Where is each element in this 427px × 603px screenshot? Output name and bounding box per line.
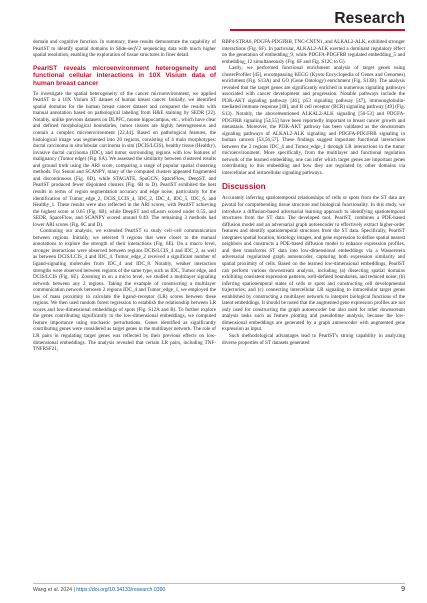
- right-column: [222, 39, 405, 346]
- left-paragraph-1: To investigate the spatial heterogeneity of the cancer microenvironment, we applied PearlST to a 10X Visium ST dataset of human breast cancer. Initially, we identified spatial domains for the human breast cancer dataset and compared the results with manual annotation based on pathological labeling from H&E staining by SEDR [22]. Notably, unlike previous datasets on DLPFC, mouse hippocampus, etc., which have clear and defined morphological boundaries, tumor tissues are highly heterogeneous and contain a complex microenvironment [22,44]. Based on pathological features, the histological image was segmented into 20 regions, consisting of 4 main morphotypes: ductal carcinoma in situ/lobular carcinoma in situ (DCIS/LCIS), healthy tissue (Healthy), invasive ductal carcinoma (IDC), and tumor surrounding regions with low features of malignancy (Tumor edge) (Fig. 6A). We assessed the similarity between clustered results and ground truth using the ARI score, comparing a range of popular spatial clustering methods. For Seurat and SCANPY, many of the computed clusters appeared fragmented and discontinuous (Fig. 6D), while STAGATE, SpaGCN, SpaceFlow, DeepST, and PearlST produced fewer disjointed clusters (Fig. 6B to D). PearlST exhibited the best results in terms of region segmentation accuracy and edge noise, particularly for the identification of Tumor_edge_2, DCIS_LCIS_4, IDC_2, IDC_4, IDC_5, IDC_6, and Healthy_1. These results were also reflected in the ARI scores, with PearlST achieving the highest score at 0.65 (Fig. 6B), while DeepST and stLearn scored under 0.55, and SEDR, SpaceFlow, and SCANPY scored around 0.49. The remaining 3 methods had lower ARI scores (Fig. 6C and D).: [33, 90, 216, 228]
- citation-text: Wang et al. 2024 |: [33, 587, 77, 593]
- page-number: 9: [401, 586, 405, 593]
- doi-link[interactable]: https://doi.org/10.34133/research.0390: [76, 587, 166, 593]
- right-paragraph-3: Such methodological advantages lead to PearlST's strong capability in analyzing diverse properties of ST datasets generated: [222, 332, 405, 346]
- left-paragraph-0: domain and cognitive function. In summary, these results demonstrate the capability of PearlST to identify spatial domains in Slide-seqV2 sequencing data with much higher spatial resolution, enabling the exploration of tissue structures in finer detail.: [33, 39, 216, 59]
- left-paragraph-2: Continuing our analysis, we extended PearlST to study cell–cell communication between regions. Initially, we selected 9 regions that were closer to the manual annotations to explore the strength of their interactions (Fig. 6E). On a macro level, stronger interactions were observed between regions DCIS/LCIS_4 and IDC_2, as well as between DCIS/LCIS_4 and IDC_4. Tumor_edge_2 received a significant number of ligand-signaling molecules from IDC_4 and IDC_8. Notably, weaker interaction strengths were observed between regions of the same type, such as IDC, Tumor edge, and DCIS/LCIS (Fig. 6E). Zooming in on a micro level, we studied a multilayer signaling network between any 2 regions. Taking the example of constructing a multilayer communication network between 2 regions IDC_4 and Tumor_edge_1, we employed the law of mass proximity to calculate the ligand–receptor (LR) scores between these regions. We then used random forest regression to establish the relationship between LR scores and low-dimensional embeddings of spots (Fig. S12A and B). To further explore the genes contributing significantly to the low-dimensional embeddings, we computed feature importance using stochastic perturbations. Genes identified as significantly contributing genes were considered as target genes in the multilayer network. The role of LR pairs in regulating target genes was reflected by their previous effects on low-dimensional embeddings. The analysis revealed that certain LR pairs, including TNF-TNFRSF21,: [33, 228, 216, 353]
- footer-citation: [33, 587, 165, 593]
- footer-rule: [33, 583, 405, 584]
- header-rule: [230, 29, 405, 31]
- left-column: [33, 39, 216, 353]
- right-paragraph-2: Accurately inferring spatiotemporal relationships of cells or spots from the ST data are pivotal for comprehending tissue structure and biological functionality. In this study, we introduce a diffusion-based adversarial learning approach to identifying spatiotemporal structures from the ST data. The developed tool, PearlST, combines a PDE-based diffusion model and an adversarial graph autoencoder to effectively extract higher-order features and identify spatiotemporal structures from the ST data. Specifically, PearlST integrates spatial location, histology images, and gene expression to define spatial nearest neighbors and constructs a PDE-based diffusion model to enhance expression profiles, and then transforms ST data into low-dimensional embeddings via a Wasserstein adversarial regularized graph autoencoder, capturing both expression similarity and spatial proximity of cells. Based on the learned low-dimensional embeddings, PearlST can perform various downstream analysis, including (a) dissecting spatial domains exhibiting consistent expression patterns, well-defined boundaries, and reduced noise; (b) inferring spatiotemporal states of cells or spots and constructing cell developmental trajectories; and (c) connecting intercellular LR signaling to intracellular target genes established by constructing a multilayer network to interpret biological functions of the latent embeddings. It should be noted that the augmented gene expression profiles are not only used for constructing the graph autoencoder but also used for other downstream analysis tasks such as feature plotting and pseudotime analysis, because the low-dimensional embeddings are generated by a graph autoencoder with augmented gene expression as input.: [222, 195, 405, 333]
- section-heading-pearlst-breast-cancer: PearlST reveals microenvironment heterogeneity and functional cellular interactions in 10X Visium data of human breast cancer: [33, 64, 216, 88]
- right-paragraph-0: RBP4-STRA6, PDGFA-PDGFRB, TNC-CNTN1, and ALKAL2-ALK, exhibited stronger interactions (Fig. 6F). In particular, ALKAL2-ALK exerted a dominant regulatory effect on the generation of embedding_9, while PDGFA-PDGFRB regulated embedding_5 and embedding_12 simultaneously (Fig. 6F and Fig. S12C to G).: [222, 39, 405, 65]
- section-heading-discussion: Discussion: [222, 182, 266, 192]
- right-paragraph-1: Lastly, we performed functional enrichment analysis of target genes using clusterProfiler [45], encompassing KEGG (Kyoto Encyclopedia of Genes and Genomes) enrichment (Fig. S13A) and GO (Gene Ontology) enrichment (Fig. S13B). The analysis revealed that the target genes are significantly enriched in numerous signaling pathways associated with cancer development and progression. Notable pathways include the PI3K-AKT signaling pathway [46], p53 signaling pathway [47], immunoglobulin-mediated immune response [48], and B cell receptor (BCR) signaling pathway [49] (Fig. S13). Notably, the abovementioned ALKAL2-ALK signaling [50-53] and PDGFA-PDGFRB signaling [54,55] have been reportedly important in breast cancer growth and metastasis. Moreover, the PI3K-AKT pathway has been validated as the downstream signaling pathways of ALKAL2-ALK signaling and PDGFA-PDGFRB signaling in human cancers [53,56,57]. These findings suggest important functional interactions between the 2 regions IDC_4 and Tumor_edge_1 through LR interactions in the tumor microenvironment. More specifically, from the multilayer and functional regulation network of the learned embedding, one can infer which target genes are important genes contributing to this embedding and how they are regulated by other domains via intercellular and intracellular signaling pathways.: [222, 65, 405, 176]
- journal-title: Research: [334, 10, 405, 27]
